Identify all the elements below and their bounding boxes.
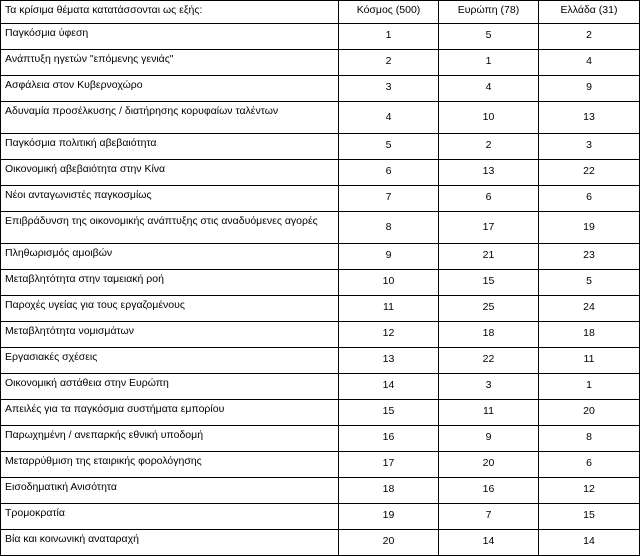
europe-rank-cell: 15 <box>439 270 539 296</box>
europe-rank-cell: 21 <box>439 244 539 270</box>
europe-rank-cell: 4 <box>439 76 539 102</box>
europe-rank-cell: 10 <box>439 102 539 134</box>
world-rank-cell: 4 <box>339 102 439 134</box>
issue-cell: Απειλές για τα παγκόσμια συστήματα εμπορίου <box>1 400 339 426</box>
greece-rank-cell: 8 <box>539 426 640 452</box>
world-rank-cell: 18 <box>339 478 439 504</box>
table-body <box>1 24 640 556</box>
greece-rank-cell: 15 <box>539 504 640 530</box>
issue-cell: Νέοι ανταγωνιστές παγκοσμίως <box>1 186 339 212</box>
issue-cell: Παγκόσμια πολιτική αβεβαιότητα <box>1 134 339 160</box>
table-row <box>1 270 640 296</box>
world-rank-cell: 12 <box>339 322 439 348</box>
table-row <box>1 400 640 426</box>
issue-cell: Επιβράδυνση της οικονομικής ανάπτυξης στις αναδυόμενες αγορές <box>1 212 339 244</box>
europe-rank-cell: 11 <box>439 400 539 426</box>
greece-rank-cell: 4 <box>539 50 640 76</box>
world-rank-cell: 7 <box>339 186 439 212</box>
europe-rank-cell: 16 <box>439 478 539 504</box>
column-header-world: Κόσμος (500) <box>339 1 439 24</box>
europe-rank-cell: 6 <box>439 186 539 212</box>
greece-rank-cell: 9 <box>539 76 640 102</box>
issue-cell: Αδυναμία προσέλκυσης / διατήρησης κορυφαίων ταλέντων <box>1 102 339 134</box>
table-row <box>1 50 640 76</box>
table-header <box>1 1 640 24</box>
europe-rank-cell: 14 <box>439 530 539 556</box>
issue-cell: Μεταβλητότητα στην ταμειακή ροή <box>1 270 339 296</box>
europe-rank-cell: 18 <box>439 322 539 348</box>
greece-rank-cell: 23 <box>539 244 640 270</box>
greece-rank-cell: 13 <box>539 102 640 134</box>
table-row <box>1 452 640 478</box>
column-header-greece: Ελλάδα (31) <box>539 1 640 24</box>
europe-rank-cell: 1 <box>439 50 539 76</box>
issue-cell: Παροχές υγείας για τους εργαζομένους <box>1 296 339 322</box>
table-row <box>1 348 640 374</box>
table-row <box>1 24 640 50</box>
world-rank-cell: 20 <box>339 530 439 556</box>
table-row <box>1 186 640 212</box>
table-row <box>1 322 640 348</box>
issue-cell: Μεταρρύθμιση της εταιρικής φορολόγησης <box>1 452 339 478</box>
world-rank-cell: 10 <box>339 270 439 296</box>
column-header-europe: Ευρώπη (78) <box>439 1 539 24</box>
issue-cell: Εισοδηματική Ανισότητα <box>1 478 339 504</box>
greece-rank-cell: 6 <box>539 186 640 212</box>
issue-cell: Εργασιακές σχέσεις <box>1 348 339 374</box>
world-rank-cell: 5 <box>339 134 439 160</box>
greece-rank-cell: 20 <box>539 400 640 426</box>
greece-rank-cell: 1 <box>539 374 640 400</box>
world-rank-cell: 15 <box>339 400 439 426</box>
table-row <box>1 478 640 504</box>
issue-cell: Τρομοκρατία <box>1 504 339 530</box>
world-rank-cell: 19 <box>339 504 439 530</box>
europe-rank-cell: 17 <box>439 212 539 244</box>
europe-rank-cell: 3 <box>439 374 539 400</box>
greece-rank-cell: 5 <box>539 270 640 296</box>
world-rank-cell: 8 <box>339 212 439 244</box>
issue-cell: Ανάπτυξη ηγετών "επόμενης γενιάς" <box>1 50 339 76</box>
world-rank-cell: 16 <box>339 426 439 452</box>
table-row <box>1 102 640 134</box>
issue-cell: Παρωχημένη / ανεπαρκής εθνική υποδομή <box>1 426 339 452</box>
europe-rank-cell: 25 <box>439 296 539 322</box>
europe-rank-cell: 22 <box>439 348 539 374</box>
issue-cell: Οικονομική αστάθεια στην Ευρώπη <box>1 374 339 400</box>
europe-rank-cell: 9 <box>439 426 539 452</box>
table-row <box>1 76 640 102</box>
issue-cell: Οικονομική αβεβαιότητα στην Κίνα <box>1 160 339 186</box>
world-rank-cell: 9 <box>339 244 439 270</box>
world-rank-cell: 17 <box>339 452 439 478</box>
table-row <box>1 244 640 270</box>
table-row <box>1 374 640 400</box>
table-row <box>1 426 640 452</box>
greece-rank-cell: 11 <box>539 348 640 374</box>
europe-rank-cell: 7 <box>439 504 539 530</box>
europe-rank-cell: 2 <box>439 134 539 160</box>
world-rank-cell: 3 <box>339 76 439 102</box>
issue-cell: Βία και κοινωνική αναταραχή <box>1 530 339 556</box>
greece-rank-cell: 24 <box>539 296 640 322</box>
table-row <box>1 530 640 556</box>
column-header-issue: Τα κρίσιμα θέματα κατατάσσονται ως εξής: <box>1 1 339 24</box>
issue-cell: Ασφάλεια στον Κυβερνοχώρο <box>1 76 339 102</box>
table-row <box>1 212 640 244</box>
greece-rank-cell: 18 <box>539 322 640 348</box>
greece-rank-cell: 22 <box>539 160 640 186</box>
header-row <box>1 1 640 24</box>
issue-cell: Μεταβλητότητα νομισμάτων <box>1 322 339 348</box>
greece-rank-cell: 14 <box>539 530 640 556</box>
table-row <box>1 504 640 530</box>
greece-rank-cell: 3 <box>539 134 640 160</box>
greece-rank-cell: 6 <box>539 452 640 478</box>
europe-rank-cell: 5 <box>439 24 539 50</box>
greece-rank-cell: 19 <box>539 212 640 244</box>
world-rank-cell: 14 <box>339 374 439 400</box>
issue-cell: Πληθωρισμός αμοιβών <box>1 244 339 270</box>
world-rank-cell: 13 <box>339 348 439 374</box>
europe-rank-cell: 13 <box>439 160 539 186</box>
issue-cell: Παγκόσμια ύφεση <box>1 24 339 50</box>
europe-rank-cell: 20 <box>439 452 539 478</box>
greece-rank-cell: 12 <box>539 478 640 504</box>
world-rank-cell: 11 <box>339 296 439 322</box>
table-row <box>1 134 640 160</box>
table-row <box>1 296 640 322</box>
world-rank-cell: 6 <box>339 160 439 186</box>
world-rank-cell: 2 <box>339 50 439 76</box>
world-rank-cell: 1 <box>339 24 439 50</box>
table-row <box>1 160 640 186</box>
greece-rank-cell: 2 <box>539 24 640 50</box>
